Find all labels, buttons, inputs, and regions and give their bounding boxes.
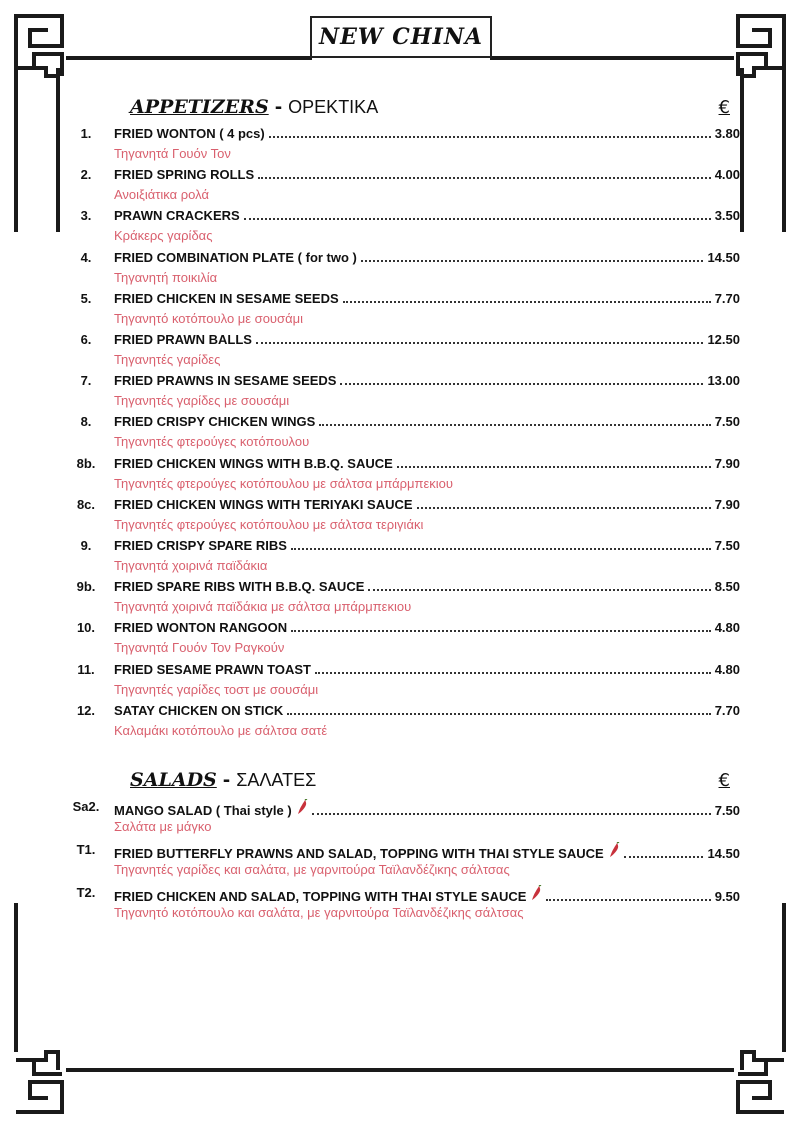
menu-item <box>60 291 740 331</box>
item-price: 7.90 <box>714 455 740 471</box>
item-number: 8. <box>80 414 92 430</box>
menu-item <box>60 662 740 702</box>
item-name: PRAWN CRACKERS <box>114 208 240 224</box>
item-number: 8b. <box>76 455 96 471</box>
item-line <box>114 497 740 515</box>
item-line <box>114 842 740 860</box>
item-name: FRIED CHICKEN WINGS WITH TERIYAKI SAUCE <box>114 496 413 512</box>
item-name: FRIED PRAWNS IN SESAME SEEDS <box>114 373 337 389</box>
item-greek-name: Τηγανητές γαρίδες με σουσάμι <box>114 393 290 409</box>
dot-leader <box>368 588 710 591</box>
menu-item <box>60 885 740 925</box>
menu-item <box>60 250 740 290</box>
item-greek-name: Τηγανητές φτερούγες κοτόπουλου <box>114 434 310 450</box>
salads-currency: € <box>718 770 730 791</box>
menu-item <box>60 497 740 537</box>
item-line <box>114 456 740 474</box>
dot-leader <box>244 217 711 220</box>
item-price: 7.70 <box>714 290 740 306</box>
item-number: 11. <box>77 661 95 677</box>
item-price: 13.00 <box>707 373 740 389</box>
item-number: T1. <box>76 842 96 857</box>
dot-leader <box>315 671 711 674</box>
item-line <box>114 291 740 309</box>
item-line <box>114 250 740 268</box>
appetizers-currency: € <box>718 97 730 118</box>
item-line <box>114 538 740 556</box>
appetizers-title-en: APPETIZERS <box>130 96 269 118</box>
item-number: 9. <box>80 538 92 553</box>
item-line <box>114 167 740 185</box>
item-greek-name: Τηγανητές γαρίδες και σαλάτα, με γαρνιτούρα Ταϊλανδέζικης σάλτσας <box>114 862 510 877</box>
item-greek-name: Τηγανητό κοτόπουλο με σουσάμι <box>114 310 303 326</box>
menu-item <box>60 208 740 248</box>
item-number: 10. <box>76 620 96 636</box>
menu-item <box>60 842 740 882</box>
item-number: 5. <box>80 290 92 306</box>
restaurant-title: NEW CHINA <box>318 24 483 50</box>
item-name: FRIED CRISPY CHICKEN WINGS <box>114 414 316 430</box>
item-line <box>114 126 740 144</box>
dot-leader <box>417 506 711 509</box>
item-greek-name: Τηγανητό κοτόπουλο και σαλάτα, με γαρνιτούρα Ταϊλανδέζικης σάλτσας <box>114 905 524 920</box>
item-price: 14.50 <box>707 249 740 265</box>
item-line <box>114 332 740 350</box>
dot-leader <box>624 855 704 858</box>
item-line <box>114 703 740 721</box>
chili-icon <box>296 799 308 815</box>
item-greek-name: Ανοιξιάτικα ρολά <box>114 187 209 203</box>
item-greek-name: Τηγανητή ποικιλία <box>114 269 218 285</box>
item-line <box>114 799 740 817</box>
item-line <box>114 208 740 226</box>
item-greek-name: Τηγανητές γαρίδες <box>114 352 221 367</box>
menu-item <box>60 538 740 578</box>
item-line <box>114 414 740 432</box>
item-price: 3.50 <box>714 208 740 224</box>
menu-item <box>60 620 740 660</box>
item-greek-name: Κράκερς γαρίδας <box>114 228 213 244</box>
item-greek-name: Τηγανητές φτερούγες κοτόπουλου με σάλτσα μπάρμπεκιου <box>114 475 454 491</box>
item-price: 4.00 <box>714 167 740 183</box>
item-price: 7.50 <box>714 803 740 818</box>
item-number: 6. <box>80 332 92 347</box>
dot-leader <box>258 176 711 179</box>
item-number: 3. <box>80 208 92 224</box>
menu-item <box>60 799 740 839</box>
item-greek-name: Τηγανητά χοιρινά παϊδάκια <box>114 558 268 573</box>
appetizers-heading <box>130 94 730 118</box>
item-name: MANGO SALAD ( Thai style ) <box>114 803 292 818</box>
item-name: FRIED SESAME PRAWN TOAST <box>114 661 311 677</box>
dot-leader <box>343 300 711 303</box>
item-number: 8c. <box>76 496 96 512</box>
item-name: FRIED SPARE RIBS WITH B.B.Q. SAUCE <box>114 579 365 595</box>
appetizers-separator: - <box>274 97 283 118</box>
dot-leader <box>397 465 711 468</box>
item-price: 9.50 <box>714 889 740 904</box>
item-line <box>114 579 740 597</box>
salads-title-en: SALADS <box>130 769 217 791</box>
salads-heading <box>130 767 730 791</box>
appetizers-title-gr: ΟΡΕΚΤΙΚΑ <box>288 97 379 117</box>
item-line <box>114 620 740 638</box>
menu-item <box>60 579 740 619</box>
item-number: T2. <box>76 885 96 900</box>
menu-item <box>60 703 740 743</box>
item-price: 14.50 <box>707 846 740 861</box>
item-name: FRIED CHICKEN WINGS WITH B.B.Q. SAUCE <box>114 455 393 471</box>
salads-title-gr: ΣΑΛΑΤΕΣ <box>236 770 317 790</box>
item-price: 7.50 <box>714 414 740 430</box>
item-greek-name: Τηγανητές φτερούγες κοτόπουλου με σάλτσα τεριγιάκι <box>114 516 424 532</box>
dot-leader <box>269 135 711 138</box>
item-number: Sa2. <box>72 799 100 814</box>
item-number: 1. <box>80 126 92 141</box>
item-greek-name: Καλαμάκι κοτόπουλο με σάλτσα σατέ <box>114 722 328 738</box>
menu-item <box>60 332 740 372</box>
dot-leader <box>291 629 711 632</box>
item-line <box>114 885 740 903</box>
item-number: 2. <box>80 167 92 183</box>
item-name: FRIED CRISPY SPARE RIBS <box>114 538 287 553</box>
item-number: 7. <box>80 373 92 389</box>
item-price: 4.80 <box>714 620 740 636</box>
item-name: FRIED WONTON ( 4 pcs) <box>114 126 265 141</box>
menu-item <box>60 167 740 207</box>
dot-leader <box>340 382 703 385</box>
item-name: FRIED SPRING ROLLS <box>114 167 255 183</box>
item-price: 7.90 <box>714 496 740 512</box>
item-name: FRIED CHICKEN IN SESAME SEEDS <box>114 290 339 306</box>
item-greek-name: Σαλάτα με μάγκο <box>114 819 212 834</box>
menu-item <box>60 456 740 496</box>
dot-leader <box>546 898 710 901</box>
item-name: FRIED CHICKEN AND SALAD, TOPPING WITH THAI STYLE SAUCE <box>114 889 527 904</box>
item-line <box>114 662 740 680</box>
item-price: 7.50 <box>714 538 740 553</box>
dot-leader <box>291 547 711 550</box>
item-name: FRIED COMBINATION PLATE ( for two ) <box>114 249 357 265</box>
item-price: 7.70 <box>714 702 740 718</box>
item-number: 4. <box>80 249 92 265</box>
dot-leader <box>361 259 704 262</box>
item-price: 12.50 <box>707 332 740 347</box>
item-number: 12. <box>76 702 96 718</box>
item-greek-name: Τηγανητά Γουόν Τον Ραγκούν <box>114 640 285 656</box>
title-box <box>310 16 492 58</box>
item-greek-name: Τηγανητά Γουόν Τον <box>114 146 231 161</box>
item-name: FRIED PRAWN BALLS <box>114 332 252 347</box>
item-number: 9b. <box>76 579 96 595</box>
chili-icon <box>608 842 620 858</box>
item-greek-name: Τηγανητά χοιρινά παϊδάκια με σάλτσα μπάρμπεκιου <box>114 599 412 615</box>
item-price: 8.50 <box>714 579 740 595</box>
dot-leader <box>256 341 704 344</box>
menu-item <box>60 373 740 413</box>
item-price: 3.80 <box>714 126 740 141</box>
menu-item <box>60 126 740 166</box>
item-name: FRIED BUTTERFLY PRAWNS AND SALAD, TOPPING WITH THAI STYLE SAUCE <box>114 846 604 861</box>
chili-icon <box>530 885 542 901</box>
item-name: FRIED WONTON RANGOON <box>114 620 288 636</box>
dot-leader <box>287 712 710 715</box>
salads-separator: - <box>222 770 231 791</box>
item-line <box>114 373 740 391</box>
item-price: 4.80 <box>714 661 740 677</box>
dot-leader <box>319 423 710 426</box>
item-greek-name: Τηγανητές γαρίδες τοστ με σουσάμι <box>114 681 319 697</box>
dot-leader <box>312 812 711 815</box>
menu-item <box>60 414 740 454</box>
item-name: SATAY CHICKEN ON STICK <box>114 702 284 718</box>
